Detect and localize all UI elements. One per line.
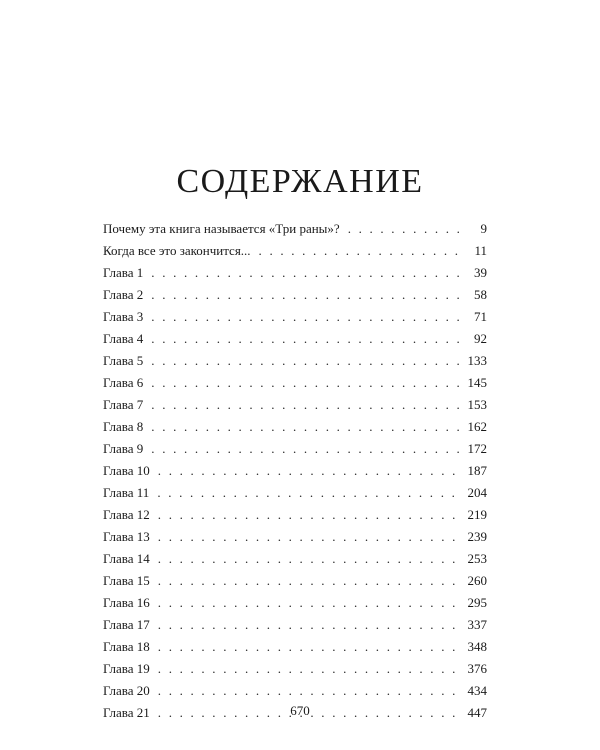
toc-entry-chapter-9[interactable] xyxy=(103,438,487,460)
toc-entry-label: Глава 7 xyxy=(103,397,144,412)
toc-entry-chapter-18[interactable] xyxy=(103,636,487,658)
toc-entry-label: Глава 3 xyxy=(103,309,144,324)
toc-entry-label: Глава 14 xyxy=(103,551,150,566)
toc-entry-page: 447 xyxy=(467,705,487,720)
dot-leader xyxy=(158,526,459,548)
toc-entry-page: 434 xyxy=(467,683,487,698)
toc-entry-label: Глава 5 xyxy=(103,353,144,368)
toc-entry-label: Глава 4 xyxy=(103,331,144,346)
toc-entry-chapter-17[interactable] xyxy=(103,614,487,636)
toc-entry-label: Глава 15 xyxy=(103,573,150,588)
dot-leader xyxy=(151,262,459,284)
toc-entry-label: Глава 10 xyxy=(103,463,150,478)
toc-entry-page: 348 xyxy=(467,639,487,654)
toc-entry-page: 260 xyxy=(467,573,487,588)
toc-entry-page: 11 xyxy=(474,243,487,258)
toc-entry-label: Глава 18 xyxy=(103,639,150,654)
dot-leader xyxy=(151,372,459,394)
toc-entry-page: 253 xyxy=(467,551,487,566)
toc-entry-chapter-6[interactable] xyxy=(103,372,487,394)
toc-entry-chapter-4[interactable] xyxy=(103,328,487,350)
toc-entry-chapter-10[interactable] xyxy=(103,460,487,482)
dot-leader xyxy=(158,570,459,592)
dot-leader xyxy=(151,306,459,328)
dot-leader xyxy=(158,460,459,482)
toc-entry-page: 187 xyxy=(467,463,487,478)
dot-leader xyxy=(158,548,459,570)
toc-entry-label: Глава 20 xyxy=(103,683,150,698)
toc-entry-label: Глава 17 xyxy=(103,617,150,632)
toc-entry-page: 337 xyxy=(467,617,487,632)
toc-entry-chapter-20[interactable] xyxy=(103,680,487,702)
table-of-contents xyxy=(103,218,487,724)
dot-leader xyxy=(151,416,459,438)
toc-entry-chapter-12[interactable] xyxy=(103,504,487,526)
dot-leader xyxy=(158,680,459,702)
toc-entry-label: Глава 12 xyxy=(103,507,150,522)
toc-entry-page: 204 xyxy=(467,485,487,500)
toc-entry-chapter-7[interactable] xyxy=(103,394,487,416)
dot-leader xyxy=(151,284,459,306)
toc-entry-chapter-2[interactable] xyxy=(103,284,487,306)
toc-entry-page: 9 xyxy=(480,221,487,236)
toc-entry-page: 162 xyxy=(467,419,487,434)
toc-entry-label: Глава 1 xyxy=(103,265,144,280)
toc-entry-chapter-8[interactable] xyxy=(103,416,487,438)
toc-entry-label: Глава 6 xyxy=(103,375,144,390)
toc-entry-page: 58 xyxy=(474,287,487,302)
toc-entry-label: Почему эта книга называется «Три раны»? xyxy=(103,221,340,236)
toc-entry-intro[interactable] xyxy=(103,240,487,262)
toc-entry-label: Когда все это закончится... xyxy=(103,243,251,258)
dot-leader xyxy=(158,504,459,526)
toc-entry-chapter-15[interactable] xyxy=(103,570,487,592)
dot-leader xyxy=(151,438,459,460)
toc-entry-chapter-3[interactable] xyxy=(103,306,487,328)
toc-entry-page: 145 xyxy=(467,375,487,390)
dot-leader xyxy=(158,658,459,680)
dot-leader xyxy=(158,636,459,658)
toc-entry-page: 376 xyxy=(467,661,487,676)
dot-leader xyxy=(259,240,459,262)
toc-entry-label: Глава 16 xyxy=(103,595,150,610)
dot-leader xyxy=(151,328,459,350)
dot-leader xyxy=(151,350,459,372)
toc-entry-page: 133 xyxy=(467,353,487,368)
toc-entry-page: 295 xyxy=(467,595,487,610)
toc-entry-label: Глава 9 xyxy=(103,441,144,456)
page-title: СОДЕРЖАНИЕ xyxy=(176,163,424,200)
toc-entry-page: 39 xyxy=(474,265,487,280)
toc-entry-page: 239 xyxy=(467,529,487,544)
toc-entry-chapter-11[interactable] xyxy=(103,482,487,504)
toc-entry-chapter-1[interactable] xyxy=(103,262,487,284)
toc-entry-page: 219 xyxy=(467,507,487,522)
toc-entry-page: 172 xyxy=(467,441,487,456)
toc-entry-chapter-13[interactable] xyxy=(103,526,487,548)
dot-leader xyxy=(158,614,459,636)
dot-leader xyxy=(158,592,459,614)
dot-leader xyxy=(157,482,459,504)
toc-entry-page: 153 xyxy=(467,397,487,412)
toc-entry-label: Глава 21 xyxy=(103,705,150,720)
dot-leader xyxy=(348,218,459,240)
toc-entry-page: 71 xyxy=(474,309,487,324)
toc-entry-label: Глава 11 xyxy=(103,485,150,500)
dot-leader xyxy=(151,394,459,416)
toc-entry-label: Глава 8 xyxy=(103,419,144,434)
toc-entry-chapter-5[interactable] xyxy=(103,350,487,372)
toc-entry-chapter-19[interactable] xyxy=(103,658,487,680)
toc-entry-preface[interactable] xyxy=(103,218,487,240)
toc-entry-chapter-14[interactable] xyxy=(103,548,487,570)
toc-entry-page: 92 xyxy=(474,331,487,346)
toc-entry-chapter-16[interactable] xyxy=(103,592,487,614)
toc-entry-label: Глава 2 xyxy=(103,287,144,302)
page-number: 670 xyxy=(290,703,310,718)
toc-entry-label: Глава 13 xyxy=(103,529,150,544)
toc-entry-label: Глава 19 xyxy=(103,661,150,676)
